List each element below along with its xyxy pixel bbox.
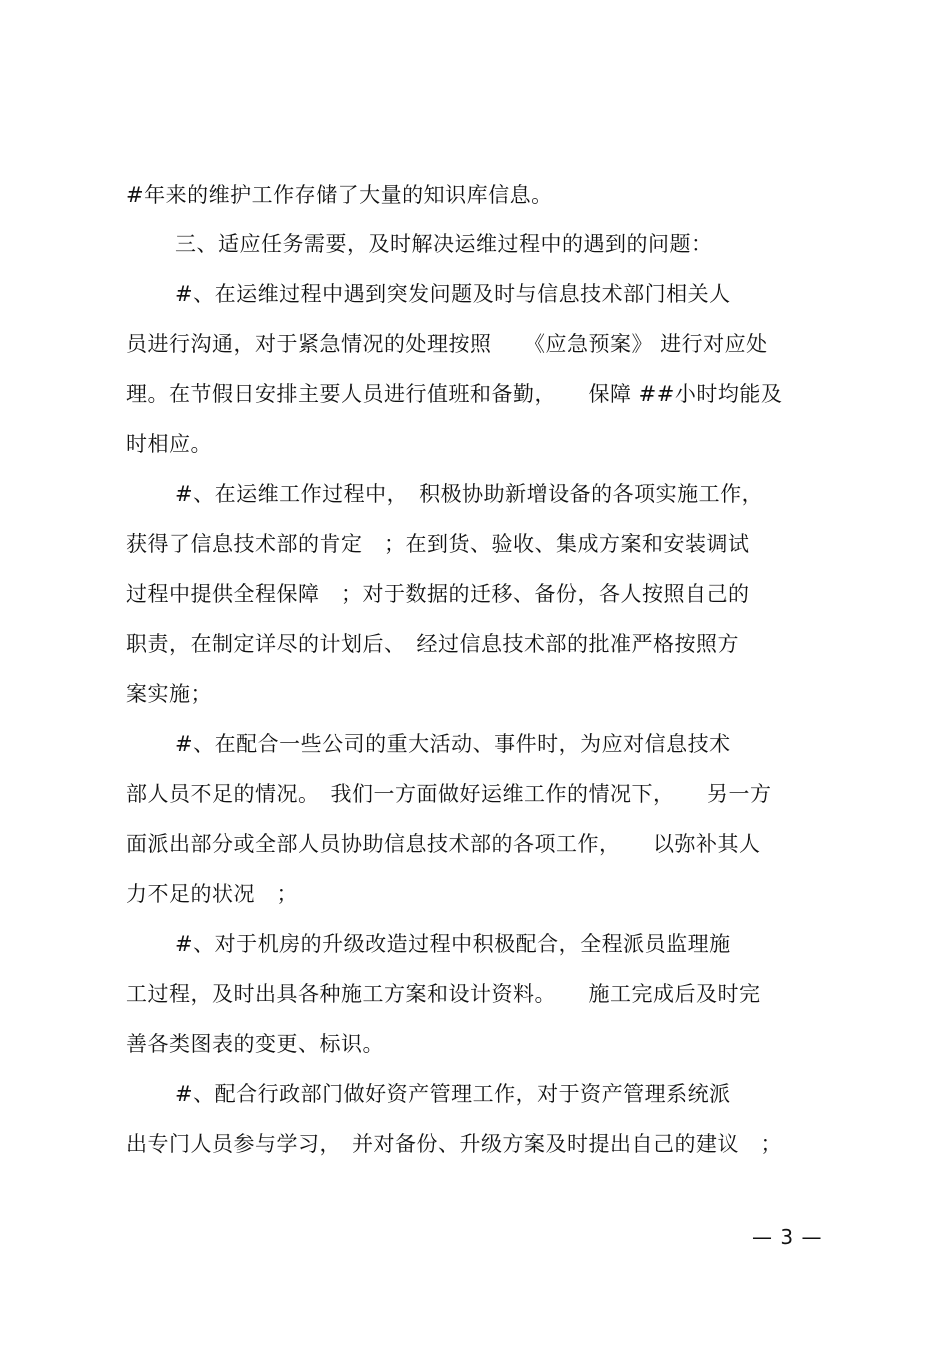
text-line-5: 理。在节假日安排主要人员进行值班和备勤， 保障 ##小时均能及 — [126, 382, 783, 406]
text-line-18: 善各类图表的变更、标识。 — [126, 1032, 384, 1056]
text-line-13: 部人员不足的情况。 我们一方面做好运维工作的情况下， 另一方 — [126, 782, 772, 806]
text-line-10: 职责，在制定详尽的计划后、 经过信息技术部的批准严格按照方 — [126, 632, 739, 656]
text-line-8: 获得了信息技术部的肯定 ；在到货、验收、集成方案和安装调试 — [126, 532, 750, 556]
text-line-11: 案实施； — [126, 682, 212, 706]
text-line-9: 过程中提供全程保障 ；对于数据的迁移、备份，各人按照自己的 — [126, 582, 750, 606]
text-line-16: #、对于机房的升级改造过程中积极配合，全程派员监理施 — [175, 932, 731, 956]
text-line-19: #、配合行政部门做好资产管理工作，对于资产管理系统派 — [175, 1082, 731, 1106]
text-line-17: 工过程，及时出具各种施工方案和设计资料。 施工完成后及时完 — [126, 982, 761, 1006]
text-line-7: #、在运维工作过程中， 积极协助新增设备的各项实施工作， — [175, 482, 764, 506]
text-line-3: #、在运维过程中遇到突发问题及时与信息技术部门相关人 — [175, 282, 731, 306]
text-line-12: #、在配合一些公司的重大活动、事件时，为应对信息技术 — [175, 732, 731, 756]
section-heading-3: 三、适应任务需要，及时解决运维过程中的遇到的问题： — [175, 232, 713, 256]
page-number: — 3 — — [752, 1225, 823, 1249]
text-line-15: 力不足的状况 ； — [126, 882, 298, 906]
text-line-4: 员进行沟通，对于紧急情况的处理按照 《应急预案》 进行对应处 — [126, 332, 768, 356]
text-line-6: 时相应。 — [126, 432, 212, 456]
text-line-14: 面派出部分或全部人员协助信息技术部的各项工作， 以弥补其人 — [126, 832, 761, 856]
text-line-1: #年来的维护工作存储了大量的知识库信息。 — [126, 183, 553, 207]
text-line-20: 出专门人员参与学习， 并对备份、升级方案及时提出自己的建议 ； — [126, 1132, 782, 1156]
